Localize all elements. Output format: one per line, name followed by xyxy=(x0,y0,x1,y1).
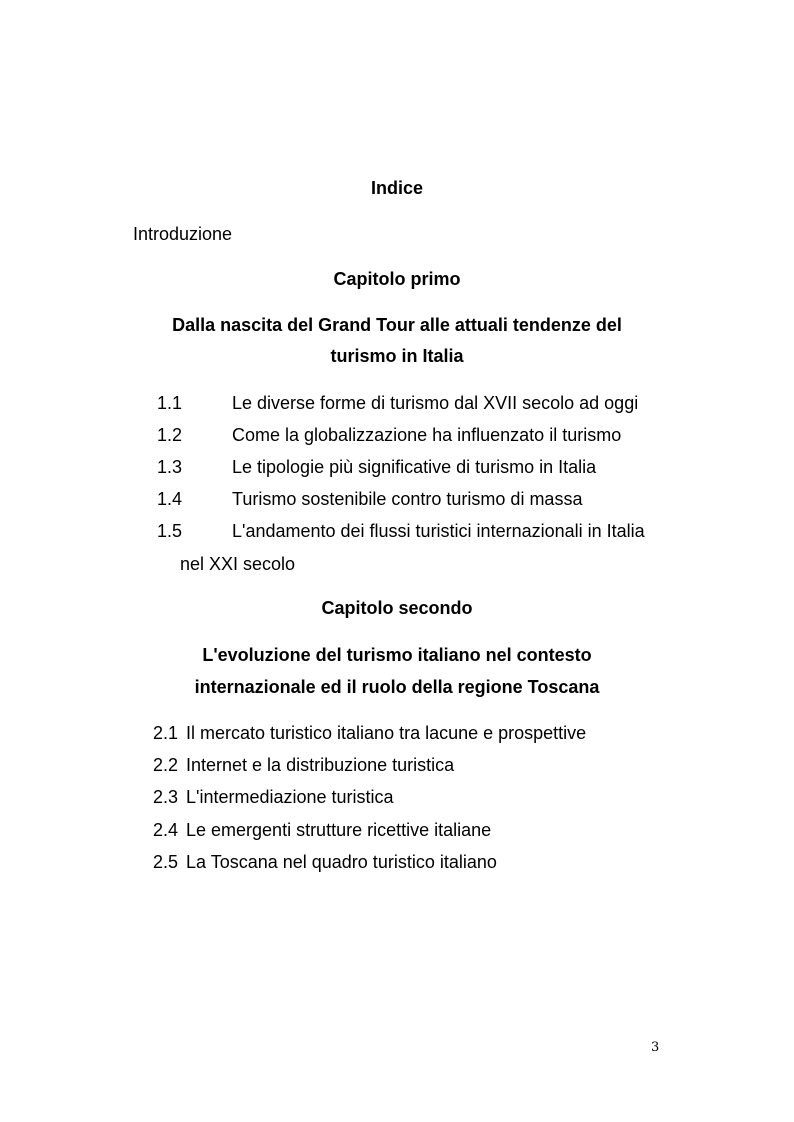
section-title: Le tipologie più significative di turismo in Italia xyxy=(232,457,597,477)
chapter-2-title-line1: L'evoluzione del turismo italiano nel contesto xyxy=(202,645,592,665)
section-title: Le emergenti strutture ricettive italiane xyxy=(186,820,492,840)
section-title: L'intermediazione turistica xyxy=(186,787,394,807)
section-number: 2.4 xyxy=(153,820,179,840)
section-number: 2.3 xyxy=(153,787,179,807)
section-title: Il mercato turistico italiano tra lacune e prospettive xyxy=(186,723,587,743)
section-title: L'andamento dei flussi turistici internazionali in Italia xyxy=(232,521,645,541)
chapter-2-title-line2: internazionale ed il ruolo della regione Toscana xyxy=(194,677,600,697)
chapter-1-label: Capitolo primo xyxy=(333,269,461,289)
section-title: La Toscana nel quadro turistico italiano xyxy=(186,852,497,872)
chapter-1-title-line2: turismo in Italia xyxy=(330,346,464,366)
section-number: 1.1 xyxy=(157,393,183,413)
section-title: Turismo sostenibile contro turismo di massa xyxy=(232,489,583,509)
index-heading: Indice xyxy=(370,178,423,198)
section-title: Internet e la distribuzione turistica xyxy=(186,755,455,775)
section-number: 2.1 xyxy=(153,723,179,743)
section-number: 1.4 xyxy=(157,489,183,509)
toc-section-1-5-continuation: nel XXI secolo xyxy=(180,554,296,574)
section-number: 2.2 xyxy=(153,755,179,775)
introduction-entry: Introduzione xyxy=(133,224,233,244)
page-number: 3 xyxy=(651,1040,660,1055)
section-number: 1.2 xyxy=(157,425,183,445)
chapter-1-title-line1: Dalla nascita del Grand Tour alle attuali tendenze del xyxy=(172,315,622,335)
section-number: 2.5 xyxy=(153,852,179,872)
section-number: 1.3 xyxy=(157,457,183,477)
section-title: Come la globalizzazione ha influenzato il turismo xyxy=(232,425,622,445)
chapter-2-label: Capitolo secondo xyxy=(321,598,473,618)
section-number: 1.5 xyxy=(157,521,183,541)
section-title: Le diverse forme di turismo dal XVII secolo ad oggi xyxy=(232,393,639,413)
